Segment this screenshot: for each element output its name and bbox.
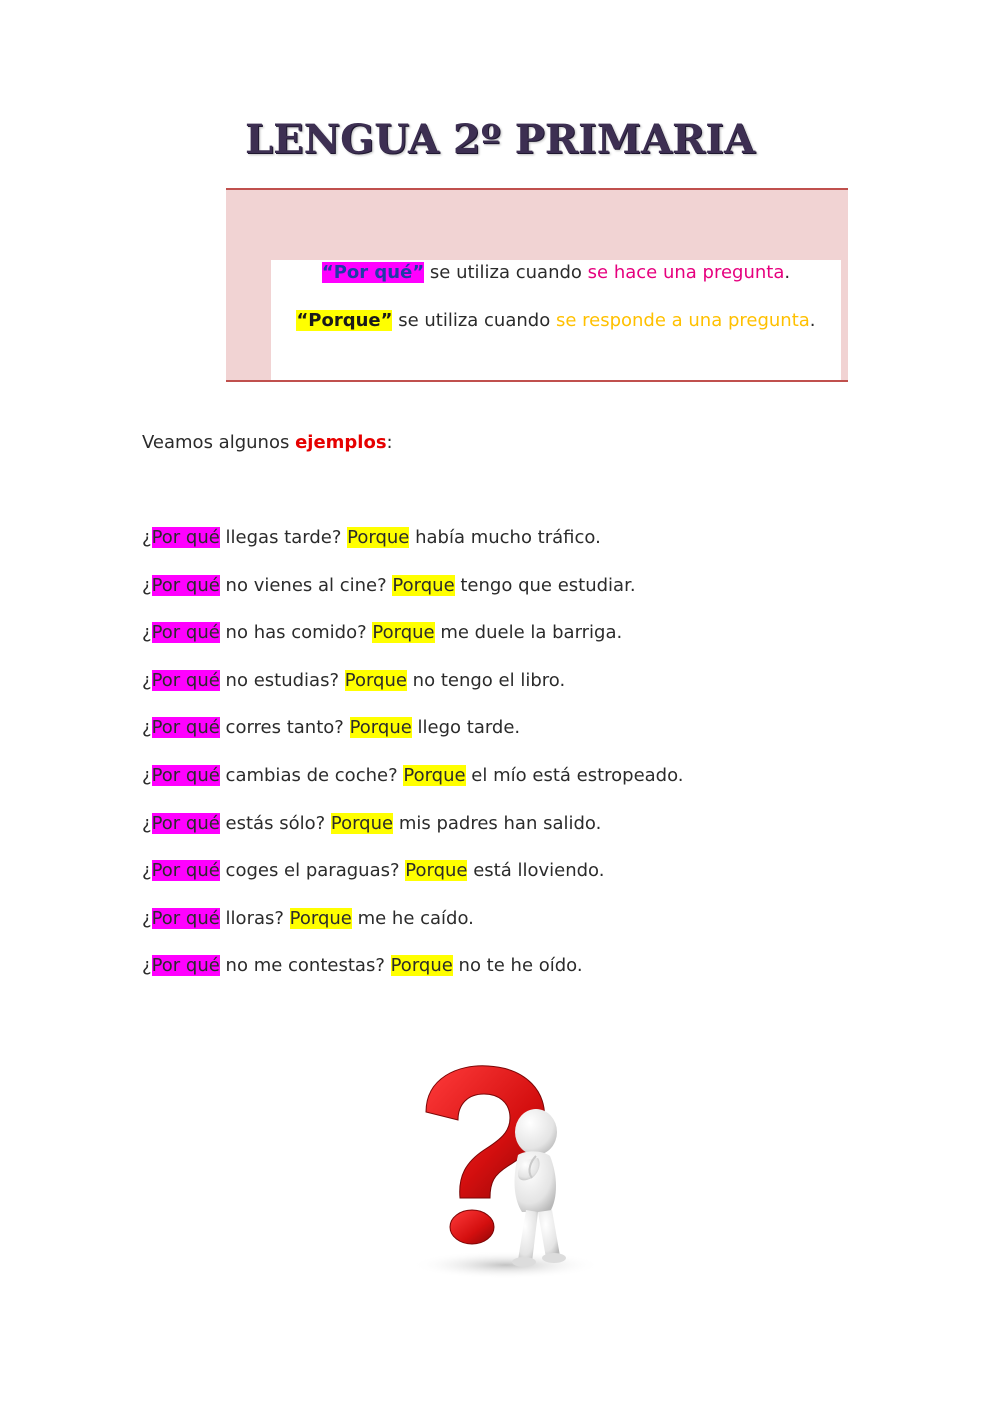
rule-porque-end: . xyxy=(809,310,816,331)
answer-text: me he caído. xyxy=(351,907,474,929)
answer-text: no te he oído. xyxy=(452,955,583,977)
rule-por-que-end: . xyxy=(784,262,791,283)
por-que-term: Por qué xyxy=(151,907,220,929)
question-text: estás sólo? xyxy=(219,812,331,834)
answer-text: me duele la barriga. xyxy=(434,622,623,644)
example-row xyxy=(142,765,902,813)
answer-text: tengo que estudiar. xyxy=(454,574,636,596)
question-text: no vienes al cine? xyxy=(219,574,393,596)
question-open: ¿ xyxy=(142,622,152,644)
porque-term: Porque xyxy=(344,669,407,691)
por-que-term: Por qué xyxy=(151,574,220,596)
rule-porque-highlight: se responde a una pregunta xyxy=(555,310,810,331)
question-open: ¿ xyxy=(142,717,152,739)
question-open: ¿ xyxy=(142,907,152,929)
por-que-term: Por qué xyxy=(151,622,220,644)
rule-por-que xyxy=(271,262,841,283)
rule-porque-term: “Porque” xyxy=(296,310,393,331)
porque-term: Porque xyxy=(392,574,455,596)
question-mark-thinking-figure-icon xyxy=(386,1060,614,1282)
intro-after: : xyxy=(386,432,393,453)
answer-text: había mucho tráfico. xyxy=(409,527,601,548)
porque-term: Porque xyxy=(372,622,435,644)
question-text: no estudias? xyxy=(219,669,345,691)
porque-term: Porque xyxy=(289,907,352,929)
example-row xyxy=(142,813,902,861)
porque-term: Porque xyxy=(403,764,466,786)
question-open: ¿ xyxy=(142,669,152,691)
question-open: ¿ xyxy=(142,860,152,882)
intro-emph: ejemplos xyxy=(295,432,387,453)
question-open: ¿ xyxy=(142,527,152,548)
example-row xyxy=(142,717,902,765)
example-row xyxy=(142,575,902,623)
example-row xyxy=(142,860,902,908)
porque-term: Porque xyxy=(405,860,468,882)
example-row xyxy=(142,527,902,575)
answer-text: está lloviendo. xyxy=(467,860,605,882)
rule-porque xyxy=(271,310,841,331)
question-open: ¿ xyxy=(142,812,152,834)
por-que-term: Por qué xyxy=(151,717,220,739)
question-open: ¿ xyxy=(142,955,152,977)
rule-por-que-middle: se utiliza cuando xyxy=(424,262,588,283)
question-open: ¿ xyxy=(142,574,152,596)
answer-text: llego tarde. xyxy=(411,717,521,739)
porque-term: Porque xyxy=(349,717,412,739)
example-row xyxy=(142,622,902,670)
intro-before: Veamos algunos xyxy=(142,432,296,453)
por-que-term: Por qué xyxy=(151,860,220,882)
por-que-term: Por qué xyxy=(151,669,220,691)
question-text: cambias de coche? xyxy=(219,764,404,786)
answer-text: el mío está estropeado. xyxy=(465,764,684,786)
intro-text xyxy=(142,432,393,453)
question-text: llegas tarde? xyxy=(219,527,348,548)
example-row xyxy=(142,955,902,1003)
question-text: no has comido? xyxy=(219,622,373,644)
rule-por-que-highlight: se hace una pregunta xyxy=(587,262,785,283)
porque-term: Porque xyxy=(390,955,453,977)
question-text: no me contestas? xyxy=(219,955,391,977)
answer-text: no tengo el libro. xyxy=(406,669,566,691)
example-row xyxy=(142,908,902,956)
question-text: lloras? xyxy=(219,907,290,929)
question-open: ¿ xyxy=(142,764,152,786)
example-row xyxy=(142,670,902,718)
rule-box xyxy=(226,188,848,382)
porque-term: Porque xyxy=(347,527,410,548)
question-text: corres tanto? xyxy=(219,717,350,739)
porque-term: Porque xyxy=(330,812,394,834)
rule-box-content xyxy=(271,260,841,380)
page-title: LENGUA 2º PRIMARIA xyxy=(244,116,756,163)
por-que-term: Por qué xyxy=(151,812,220,834)
answer-text: mis padres han salido. xyxy=(393,812,602,834)
por-que-term: Por qué xyxy=(151,764,220,786)
rule-por-que-term: “Por qué” xyxy=(321,262,425,283)
por-que-term: Por qué xyxy=(151,955,220,977)
examples-list xyxy=(142,527,902,1003)
rule-porque-middle: se utiliza cuando xyxy=(392,310,556,331)
question-text: coges el paraguas? xyxy=(219,860,406,882)
por-que-term: Por qué xyxy=(151,527,220,548)
